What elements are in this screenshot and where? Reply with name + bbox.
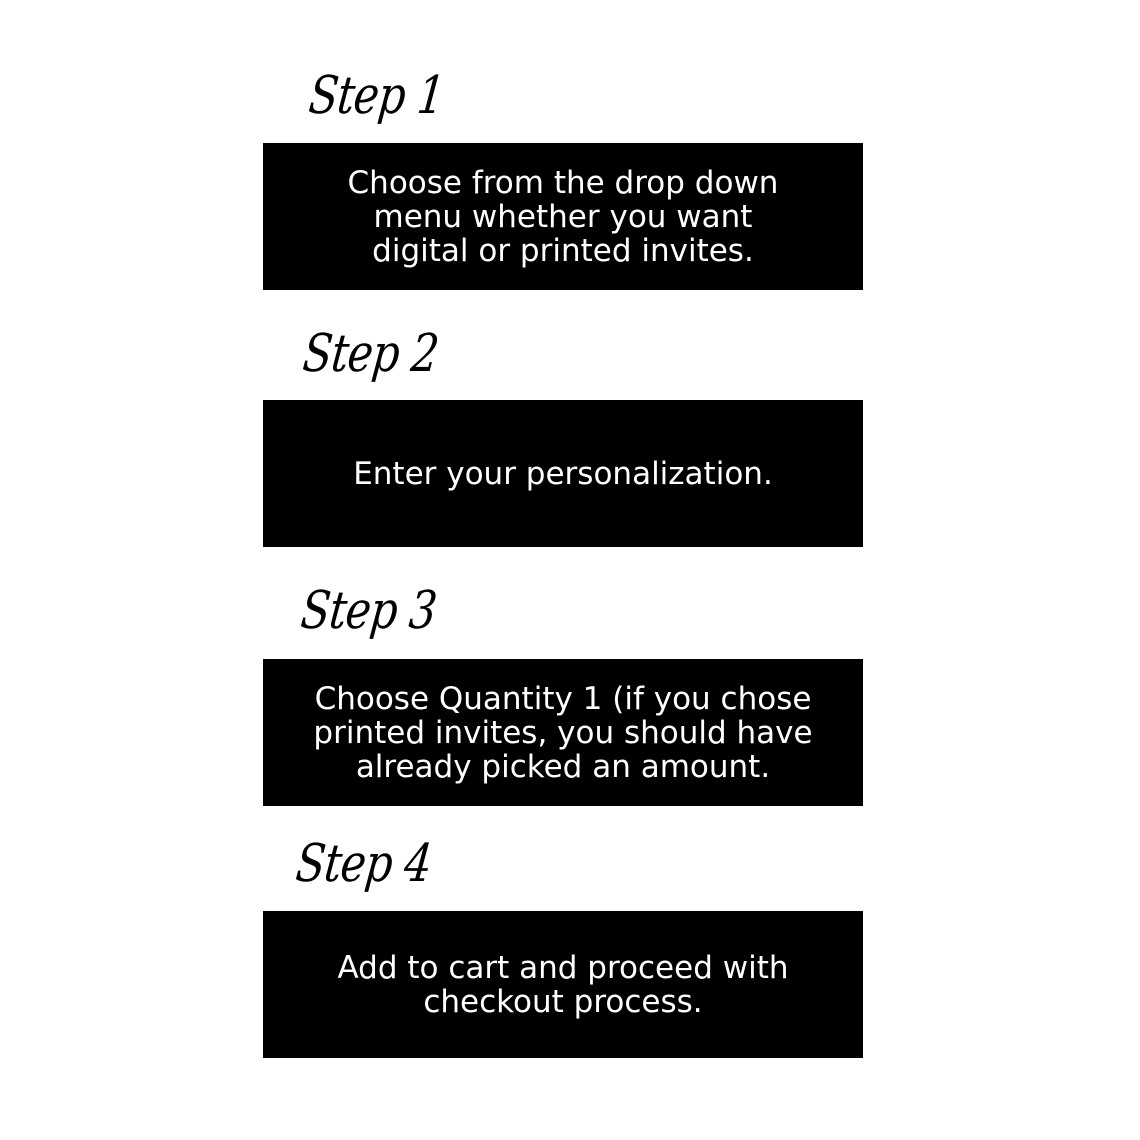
step-2-text: Enter your personalization.: [353, 455, 773, 492]
step-1-text: Choose from the drop down menu whether you want digital or printed invites.: [347, 164, 779, 269]
step-4-heading: Step 4: [293, 834, 435, 894]
step-4-box: [263, 911, 863, 1058]
step-3-box: [263, 659, 863, 806]
step-2-heading: Step 2: [300, 324, 442, 384]
step-3-text: Choose Quantity 1 (if you chose printed invites, you should have already picked an amount.: [313, 680, 813, 785]
step-3-heading: Step 3: [298, 581, 440, 641]
step-2-box: [263, 400, 863, 547]
step-1-box: [263, 143, 863, 290]
step-4-text: Add to cart and proceed with checkout process.: [337, 949, 789, 1020]
step-1-heading: Step 1: [306, 66, 448, 126]
